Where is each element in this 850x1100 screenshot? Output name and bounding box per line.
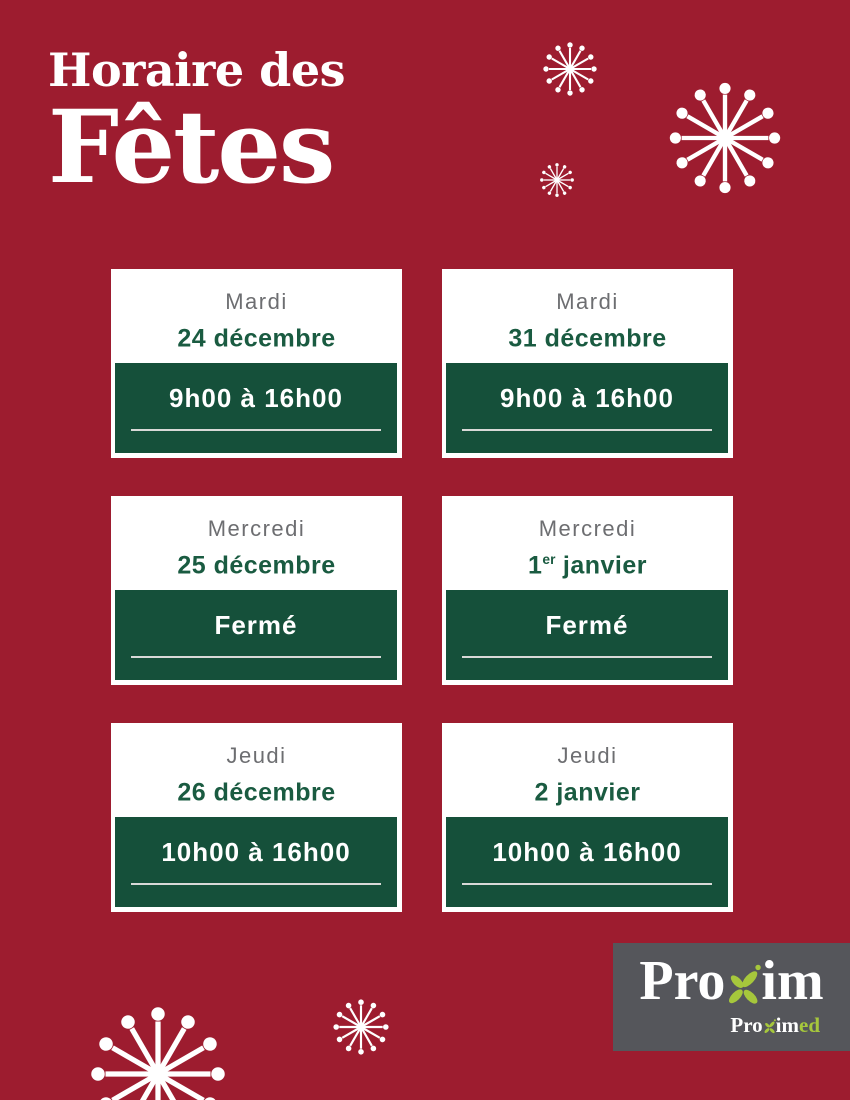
hours-underline <box>462 656 712 658</box>
card-hours-label: 9h00 à 16h00 <box>500 382 674 413</box>
snowflake-icon <box>538 161 576 199</box>
hours-underline <box>462 429 712 431</box>
card-date-main: 2 janvier <box>534 778 641 807</box>
card-day-label: Mardi <box>556 289 619 314</box>
schedule-card-jan1 <box>442 496 733 685</box>
card-date-tail: janvier <box>555 551 647 580</box>
logo-text-post: im <box>761 950 824 1012</box>
card-day-label: Mercredi <box>207 516 306 541</box>
snowflake-icon <box>83 999 233 1100</box>
card-date-main: 24 décembre <box>177 324 336 353</box>
card-hours-panel <box>446 363 728 453</box>
proxim-logo <box>613 952 850 1019</box>
logo-text-pre: Pro <box>639 950 726 1012</box>
hours-underline <box>131 883 381 885</box>
schedule-cards-grid <box>111 269 733 912</box>
card-hours-panel <box>115 817 397 907</box>
card-hours-label: Fermé <box>545 609 629 640</box>
card-hours-panel <box>446 817 728 907</box>
card-date-label <box>111 546 402 579</box>
schedule-card-dec26 <box>111 723 402 912</box>
card-date-main: 26 décembre <box>177 778 336 807</box>
card-hours-label: Fermé <box>214 609 298 640</box>
card-hours-label: 10h00 à 16h00 <box>161 836 351 867</box>
sublogo-text-mid: im <box>775 1013 799 1037</box>
sublogo-text-pre: Pro <box>730 1013 763 1037</box>
proxim-x-icon <box>762 1016 777 1040</box>
card-date-label <box>111 773 402 806</box>
card-date-label <box>442 773 733 806</box>
card-date-label <box>111 319 402 352</box>
schedule-card-jan2 <box>442 723 733 912</box>
card-hours-panel <box>446 590 728 680</box>
card-date-superscript: er <box>542 552 556 567</box>
card-date-main: 1 <box>528 551 543 580</box>
card-date-main: 31 décembre <box>508 324 667 353</box>
card-day-label: Mardi <box>225 289 288 314</box>
card-day-label: Jeudi <box>557 743 618 768</box>
hours-underline <box>131 429 381 431</box>
card-date-main: 25 décembre <box>177 551 336 580</box>
snowflake-icon <box>663 76 787 200</box>
card-hours-panel <box>115 363 397 453</box>
card-hours-label: 9h00 à 16h00 <box>169 382 343 413</box>
card-hours-label: 10h00 à 16h00 <box>492 836 682 867</box>
schedule-card-dec25 <box>111 496 402 685</box>
hours-underline <box>462 883 712 885</box>
card-day-label: Mercredi <box>538 516 637 541</box>
sublogo-text-suffix: ed <box>799 1013 820 1037</box>
schedule-card-dec24 <box>111 269 402 458</box>
hours-underline <box>131 656 381 658</box>
card-day-label: Jeudi <box>226 743 287 768</box>
proxim-x-icon <box>722 961 764 1019</box>
snowflake-icon <box>330 996 392 1058</box>
page-title-emphasis: Fêtes <box>48 88 334 206</box>
card-date-label <box>442 319 733 352</box>
snowflake-icon <box>540 39 600 99</box>
card-date-label <box>442 546 733 579</box>
schedule-card-dec31 <box>442 269 733 458</box>
proxim-logo-box <box>613 943 850 1051</box>
poster-header <box>48 43 346 206</box>
page-title: Horaire des <box>48 43 346 97</box>
card-hours-panel <box>115 590 397 680</box>
